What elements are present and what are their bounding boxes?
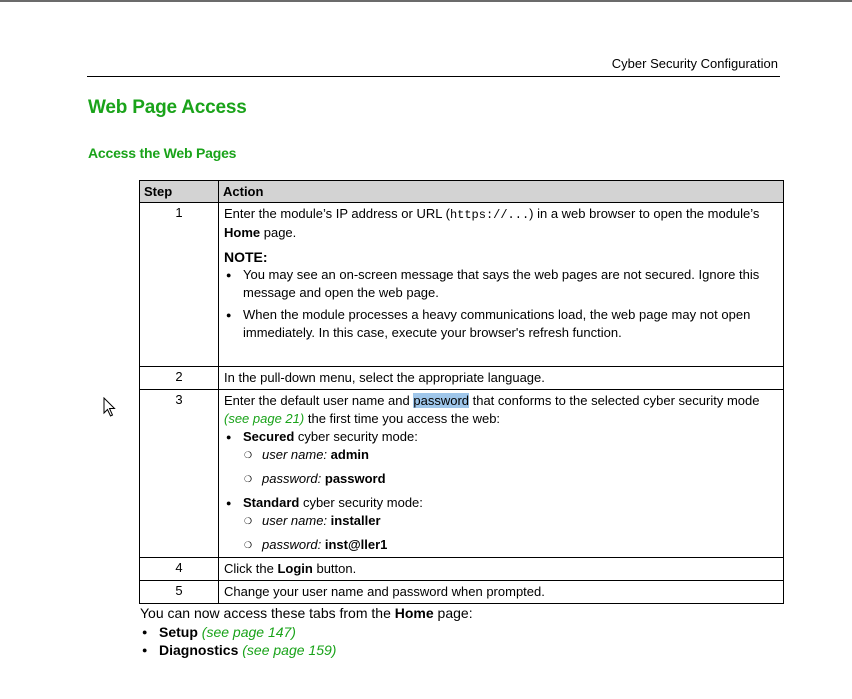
step-number: 5 [140,581,219,604]
section-title: Web Page Access [88,97,247,118]
action-cell: Change your user name and password when prompted. [219,581,784,604]
url-code: https://... [449,208,530,222]
step-number: 1 [140,203,219,367]
mode-list [224,428,779,554]
action-text: Enter the default user name and [224,393,414,408]
table-row [140,390,784,558]
action-text: that conforms to the selected cyber security mode [469,393,760,408]
action-cell [219,558,784,581]
header-rule [87,76,780,77]
outro-text: page: [433,605,473,621]
credential-label: user name: [262,513,328,528]
note-label: NOTE: [224,249,268,265]
step-number: 4 [140,558,219,581]
table-row [140,203,784,367]
see-page-link[interactable]: (see page 147) [201,624,296,640]
credential-list [243,446,779,488]
credential-value: installer [330,513,381,528]
outro-paragraph [140,604,473,659]
list-item [224,494,779,554]
credential-item [243,446,779,464]
action-cell [219,390,784,558]
action-text: Click the [224,561,278,576]
mouse-pointer-icon [103,397,117,417]
step-number: 3 [140,390,219,558]
list-item [140,623,473,641]
credential-label: password: [262,537,322,552]
credential-item [243,470,779,488]
running-header: Cyber Security Configuration [611,56,778,71]
credential-list [243,512,779,554]
note-list [224,266,779,342]
list-item [224,428,779,488]
credential-value: password [324,471,386,486]
action-text: ) in a web browser to open the module’s [529,206,760,221]
outro-text: You can now access these tabs from the [140,605,395,621]
login-label: Login [277,561,313,576]
column-header-action: Action [219,181,784,203]
credential-label: password: [262,471,322,486]
action-cell [219,203,784,367]
tab-list [140,623,473,659]
home-label: Home [224,225,261,240]
home-label: Home [394,605,434,621]
mode-name: Standard [243,495,300,510]
action-cell: In the pull-down menu, select the appropriate language. [219,367,784,390]
credential-value: admin [330,447,369,462]
action-text: the first time you access the web: [304,411,501,426]
mode-suffix: cyber security mode: [299,495,423,510]
credential-value: inst@ller1 [324,537,388,552]
action-text: button. [312,561,357,576]
mode-suffix: cyber security mode: [294,429,418,444]
mode-name: Secured [243,429,295,444]
steps-table [139,180,784,604]
step-number: 2 [140,367,219,390]
see-page-link[interactable]: (see page 159) [242,642,337,658]
subsection-title: Access the Web Pages [88,145,237,161]
top-border [0,0,852,2]
action-text: page. [260,225,297,240]
credential-item [243,512,779,530]
list-item: ● When the module processes a heavy communications load, the web page may not open immediately. In this case, execute your browser's refresh function. [224,306,779,342]
highlighted-word: password [413,393,469,408]
column-header-step: Step [140,181,219,203]
credential-label: user name: [262,447,328,462]
table-header-row [140,181,784,203]
list-item [140,641,473,659]
action-text: Enter the module’s IP address or URL ( [224,206,450,221]
table-row [140,581,784,604]
tab-name: Diagnostics [159,642,239,658]
tab-name: Setup [159,624,198,640]
credential-item [243,536,779,554]
table-row [140,367,784,390]
list-item: ● You may see an on-screen message that says the web pages are not secured. Ignore this message and open the web page. [224,266,779,302]
table-row [140,558,784,581]
see-page-link[interactable]: (see page 21) [224,411,305,426]
